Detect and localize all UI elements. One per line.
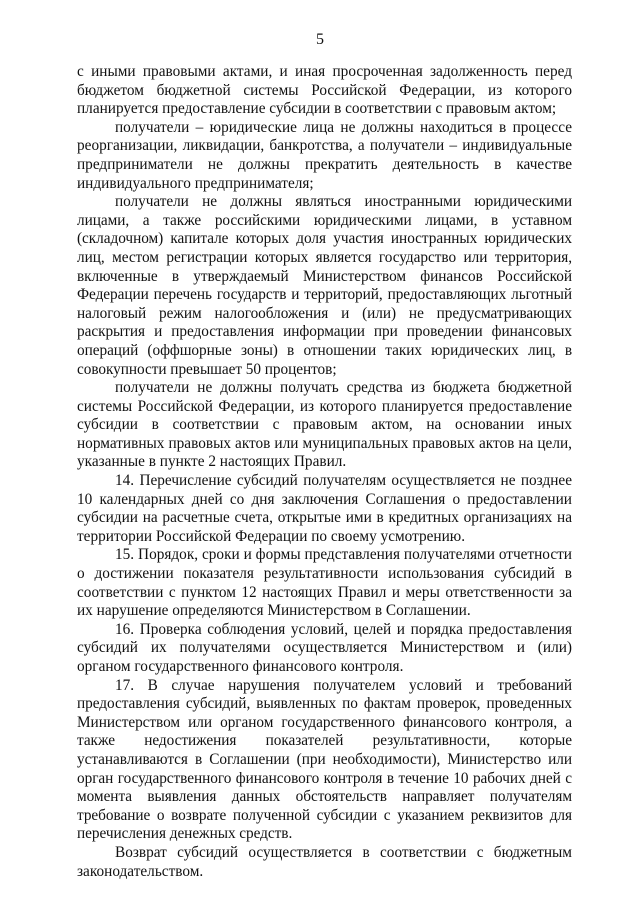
document-body: [77, 63, 572, 881]
paragraph-foreign-entities-condition: получатели не должны являться иностранными юридическими лицами, а также российскими юридическими лицами, в уставном (складочном) капитале которых доля участия иностранных юридических лиц, местом регистрации которых является государство или территория, включенные в утверждаемый Министерством финансов Российской Федерации перечень государств и территорий, предоставляющих льготный налоговый режим налогообложения и (или) не предусматривающих раскрытия и предоставления информации при проведении финансовых операций (оффшорные зоны) в отношении таких юридических лиц, в совокупности превышает 50 процентов;: [77, 193, 572, 378]
paragraph-continuation: с иными правовыми актами, и иная просроченная задолженность перед бюджетом бюджетной системы Российской Федерации, из которого планируется предоставление субсидии в соответствии с правовым актом;: [77, 63, 572, 118]
paragraph-17-violations: 17. В случае нарушения получателем условий и требований предоставления субсидий, выявленных по фактам проверок, проведенных Министерством или органом государственного финансового контроля, а также недостижения показателей результативности, которые устанавливаются в Соглашении (при необходимости), Министерство или орган государственного финансового контроля в течение 10 рабочих дней с момента выявления данных обстоятельств направляет получателям требование о возврате полученной субсидии с указанием реквизитов для перечисления денежных средств.: [77, 676, 572, 843]
paragraph-other-funds-condition: получатели не должны получать средства из бюджета бюджетной системы Российской Федерации, из которого планируется предоставление субсидии в соответствии с правовым актом, на основании иных нормативных правовых актов или муниципальных правовых актов на цели, указанные в пункте 2 настоящих Правил.: [77, 379, 572, 471]
paragraph-16-control: 16. Проверка соблюдения условий, целей и порядка предоставления субсидий их получателями осуществляется Министерством и (или) органом государственного финансового контроля.: [77, 620, 572, 675]
paragraph-15-reporting: 15. Порядок, сроки и формы представления получателями отчетности о достижении показателя результативности использования субсидий в соответствии с пунктом 12 настоящих Правил и меры ответственности за их нарушение определяются Министерством в Соглашении.: [77, 546, 572, 620]
page-number: 5: [316, 31, 324, 48]
paragraph-refund: Возврат субсидий осуществляется в соответствии с бюджетным законодательством.: [77, 843, 572, 880]
paragraph-14-transfer: 14. Перечисление субсидий получателям осуществляется не позднее 10 календарных дней со дня заключения Соглашения о предоставлении субсидии на расчетные счета, открытые ими в кредитных организациях на территории Российской Федерации по своему усмотрению.: [77, 472, 572, 545]
paragraph-reorganization-condition: получатели – юридические лица не должны находиться в процессе реорганизации, ликвидации, банкротства, а получатели – индивидуальные предприниматели не должны прекратить деятельность в качестве индивидуального предпринимателя;: [77, 118, 572, 192]
